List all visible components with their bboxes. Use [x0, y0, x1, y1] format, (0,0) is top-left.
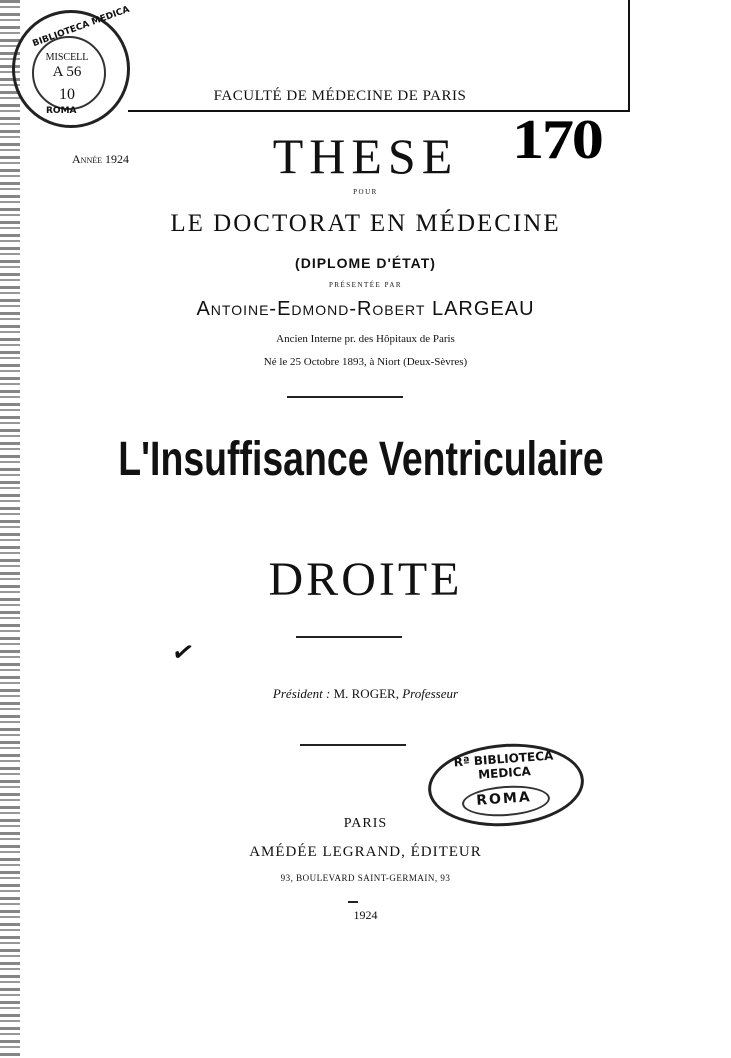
stamp-top-ring-text: BIBLIOTECA MEDICA — [31, 4, 131, 50]
catalog-number-stamp: 170 — [512, 109, 602, 171]
stamp-bottom-roma: ROMA — [475, 789, 533, 809]
publisher-city: PARIS — [343, 816, 388, 831]
divider-3 — [300, 744, 406, 746]
these-title: THESE — [272, 128, 459, 184]
publisher-name: AMÉDÉE LEGRAND, ÉDITEUR — [249, 844, 482, 860]
publication-year: 1924 — [353, 908, 378, 922]
stamp-top-bottom-text: ROMA — [46, 106, 77, 116]
author-title: Ancien Interne pr. des Hôpitaux de Paris — [276, 333, 455, 345]
presentee-label: PRÉSENTÉE PAR — [328, 281, 403, 289]
ink-mark: ✓ — [169, 636, 197, 669]
year-label: Année 1924 — [72, 152, 129, 166]
doctorat-heading: LE DOCTORAT EN MÉDECINE — [170, 210, 561, 237]
divider-1 — [287, 396, 403, 398]
author-name: Antoine-Edmond-Robert LARGEAU — [196, 298, 535, 320]
diplome-label: (DIPLOME D'ÉTAT) — [295, 255, 436, 271]
thesis-title-line1: L'Insuffisance Ventriculaire — [118, 433, 604, 486]
publisher-address: 93, BOULEVARD SAINT-GERMAIN, 93 — [280, 873, 451, 883]
author-birth: Né le 25 Octobre 1893, à Niort (Deux-Sèvres) — [263, 356, 468, 368]
stamp-top-line3: 10 — [59, 86, 75, 103]
stamp-top-line2: A 56 — [52, 64, 82, 80]
stamp-top-line1: MISCELL — [45, 52, 89, 63]
president-name: M. ROGER, — [333, 686, 399, 701]
stamp-bottom-top-text: Rª BIBLIOTECA MEDICA — [453, 748, 554, 782]
divider-2 — [296, 636, 402, 638]
president-label: Président : — [272, 686, 331, 701]
faculty-heading: FACULTÉ DE MÉDECINE DE PARIS — [213, 88, 467, 104]
pour-label: POUR — [353, 188, 378, 196]
president-role: Professeur — [402, 686, 459, 701]
small-dash — [348, 901, 358, 903]
thesis-title-line2: DROITE — [268, 553, 463, 606]
president-line — [0, 686, 731, 702]
